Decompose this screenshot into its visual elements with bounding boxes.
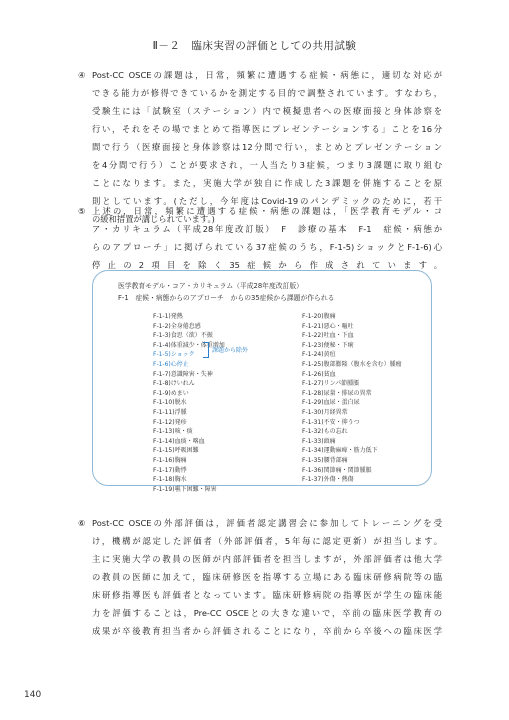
list-item: F-1-9)めまい: [153, 389, 189, 397]
text-line: 床研修指導医も評価者となっています。臨床研修病院の指導医が学生の臨床能: [92, 590, 442, 600]
list-item-excluded: F-1-5)ショック: [153, 351, 195, 359]
list-item: F-1-11)浮腫: [153, 408, 187, 416]
section-heading: Ⅱ－２ 臨床実習の評価としての共用試験: [152, 40, 357, 52]
paragraph-body: [92, 202, 442, 274]
list-item: F-1-20)腹痛: [302, 313, 336, 320]
text-line: 主に実施大学の教員の医師が内部評価者を担当しますが，外部評価者は他大学: [92, 554, 442, 564]
list-item: F-1-21)悪心・嘔吐: [302, 322, 354, 330]
text-line: 停止の2項目を除く35症候から作成されています。: [92, 260, 442, 270]
paragraph-number: ⑤: [78, 206, 86, 216]
list-item: F-1-28)尿量・排尿の異常: [302, 389, 372, 397]
list-item: F-1-30)月経異常: [302, 408, 348, 416]
list-item: F-1-26)貧血: [302, 370, 336, 378]
list-item: F-1-16)胸痛: [153, 456, 187, 464]
list-item: F-1-12)発疹: [153, 418, 187, 426]
text-line: ことになります。また，実施大学が独自に作成した3課題を併施することを原: [92, 178, 442, 188]
text-line: 行い，それをその場でまとめて指導医にプレゼンテーションする」ことを16分: [92, 124, 442, 134]
text-line: の教員の医師に加えて，臨床研修医を指導する立場にある臨床研修病院等の臨: [92, 572, 442, 582]
list-item: F-1-37)外傷・熱傷: [302, 476, 354, 484]
list-item: F-1-3)食思（欲）不振: [153, 332, 213, 340]
paragraph-number: ④: [78, 70, 86, 80]
list-item: F-1-18)胸水: [153, 476, 187, 484]
list-item: F-1-8)けいれん: [153, 380, 195, 388]
text-line: Post-CC OSCEの課題は，日常，頻繁に遭遇する症候・病態に，適切な対応が: [92, 70, 442, 80]
text-line: け，機構が認定した評価者（外部評価者，5年毎に認定更新）が担当します。: [92, 536, 442, 546]
symptom-list-left: [153, 312, 225, 494]
text-line: 受験生には「試験室（ステーション）内で模擬患者への医療面接と身体診察を: [92, 106, 442, 116]
list-item: F-1-4)体重減少・体重増加: [153, 341, 225, 349]
text-line: できる能力が修得できているかを測定する目的で調整されています。すなわち，: [92, 88, 442, 98]
list-item-excluded: F-1-6)心停止: [153, 360, 189, 368]
list-item: F-1-36)関節痛・関節腫脹: [302, 466, 372, 474]
list-item: F-1-35)腰背部痛: [302, 456, 348, 464]
text-line: らのアプローチ」に掲げられている37症候のうち，F-1-5)ショックとF-1-6)心: [92, 242, 442, 252]
list-item: F-1-1)発熱: [153, 313, 183, 320]
list-item: F-1-29)血尿・蛋白尿: [302, 399, 360, 407]
text-line: の緩和措置が講じられています。): [92, 214, 215, 224]
page-number: 140: [24, 690, 42, 700]
list-item: F-1-32)もの忘れ: [302, 428, 348, 436]
paragraph-6: [78, 514, 442, 640]
list-item: F-1-19)嚥下困難・障害: [153, 485, 217, 493]
list-item: F-1-23)便秘・下痢: [302, 341, 354, 349]
text-line: 則としています。(ただし，今年度はCovid-19のパンデミックのために，若干: [92, 196, 442, 206]
paragraph-body: [92, 514, 442, 640]
list-item: F-1-17)動悸: [153, 466, 187, 474]
list-item: F-1-2)全身倦怠感: [153, 322, 201, 330]
symptom-list-right: [302, 312, 402, 485]
list-item: F-1-33)頭痛: [302, 437, 336, 445]
list-item: F-1-7)意識障害・失神: [153, 370, 213, 378]
text-line: 上述の，日常，頻繁に遭遇する症候・病態の課題は，「医学教育モデル・コ: [92, 206, 442, 216]
list-item: F-1-15)呼吸困難: [153, 447, 199, 455]
list-item: F-1-10)脱水: [153, 399, 187, 407]
list-item: F-1-14)血痰・喀血: [153, 437, 205, 445]
list-item: F-1-27)リンパ節腫脹: [302, 380, 360, 388]
paragraph-5: [78, 202, 442, 274]
text-line: ア・カリキュラム（平成28年度改訂版） F 診療の基本 F-1 症候・病態か: [92, 224, 442, 234]
paragraph-number: ⑥: [78, 518, 86, 528]
list-item: F-1-13)咳・痰: [153, 428, 193, 436]
text-line: 成果が卒後教育担当者から評価されることになり，卒前から卒後への臨床医学: [92, 626, 442, 636]
text-line: 力を評価することは，Pre-CC OSCEとの大きな違いで，卒前の臨床医学教育の: [92, 608, 442, 618]
exclusion-bracket: [203, 342, 209, 358]
text-line: 間で行う（医療面接と身体診察は12分間で行い，まとめとプレゼンテーション: [92, 142, 442, 152]
text-line: Post-CC OSCEの外部評価は，評価者認定講習会に参加してトレーニングを受: [92, 518, 442, 528]
box-title: 医学教育モデル・コア・カリキュラム（平成28年度改訂版）: [118, 282, 303, 290]
list-item: F-1-25)腹部膨隆（腹水を含む）腫瘤: [302, 360, 402, 368]
exclusion-label: 課題から除外: [212, 347, 249, 354]
list-item: F-1-22)吐血・下血: [302, 332, 354, 340]
list-item: F-1-34)運動麻痺・筋力低下: [302, 447, 378, 455]
text-line: を4分間で行う）ことが要求され，一人当たり3症候，つまり3課題に取り組む: [92, 160, 442, 170]
list-item: F-1-31)不安・抑うつ: [302, 418, 360, 426]
box-subtitle: F-1 症候・病態からのアプローチ からの35症候から課題が作られる: [118, 294, 335, 302]
list-item: F-1-24)黄疸: [302, 351, 336, 359]
